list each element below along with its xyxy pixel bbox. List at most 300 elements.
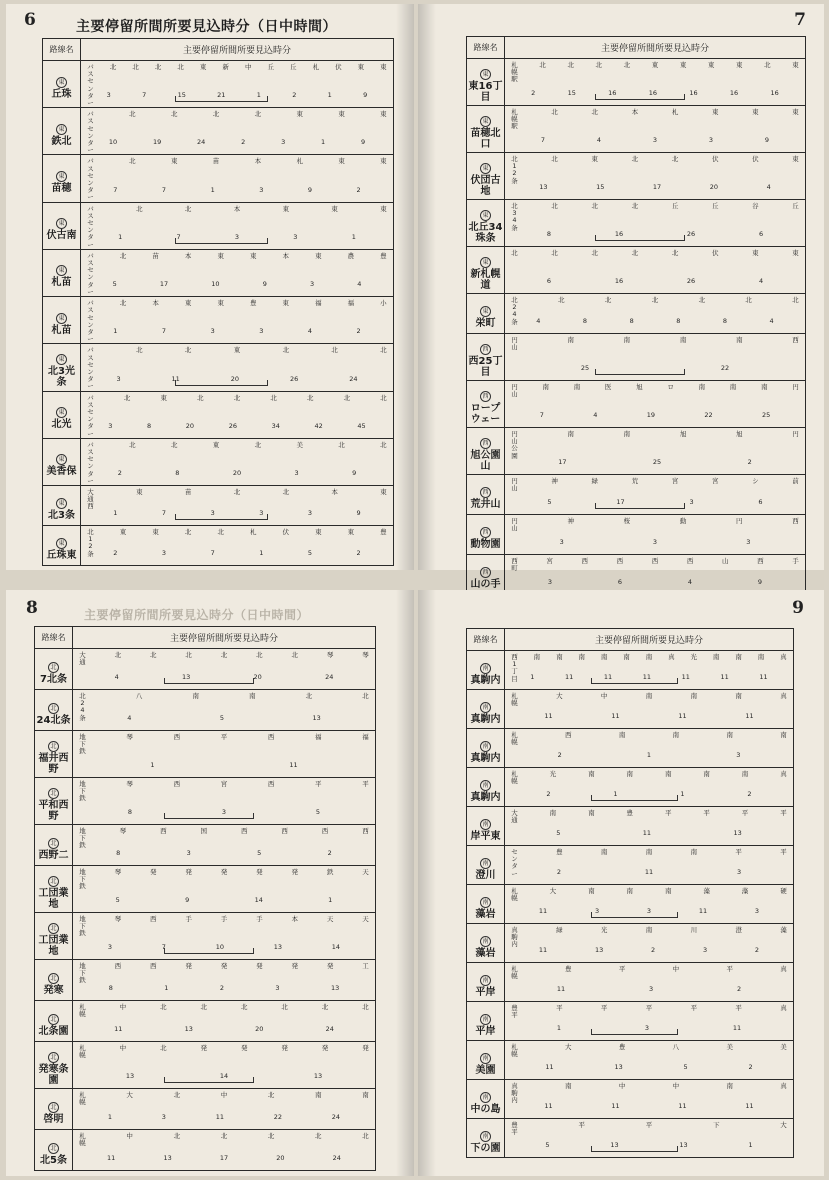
stop-name: 東 (119, 527, 127, 536)
route-name: 荒井山 (470, 499, 501, 510)
stop-name: 南 (556, 653, 563, 661)
stop-name: 真 (780, 653, 787, 661)
stop-list (81, 155, 393, 201)
stop-name: 南 (600, 653, 608, 661)
route-badge: 北 (48, 1102, 59, 1113)
stop-name: 北 (212, 110, 220, 119)
stop-name: 真 (780, 692, 787, 700)
route-stops-cell (505, 555, 806, 595)
minutes-value: 15 (177, 91, 186, 100)
minutes-row (91, 138, 383, 146)
minutes-value: 24 (349, 374, 358, 383)
stop-name: 北 (170, 440, 178, 449)
table-row (43, 249, 394, 296)
minutes-value: 1 (530, 673, 535, 681)
stop-name: 中 (618, 1082, 626, 1090)
minutes-value: 1 (107, 1113, 113, 1121)
stop-name: 発 (291, 868, 298, 876)
stop-name: 西1丁目 (511, 653, 518, 683)
stop-name: 北 (315, 1132, 322, 1140)
minutes-value: 3 (210, 327, 215, 336)
stop-name: 南 (735, 692, 742, 700)
route-badge: 南 (480, 780, 491, 791)
minutes-value: 11 (611, 712, 620, 720)
minutes-value: 2 (531, 89, 536, 97)
stop-name: 南 (645, 692, 653, 700)
stop-name: 札幌駅 (511, 108, 518, 131)
route-cell (467, 924, 505, 963)
stop-list (505, 106, 805, 131)
minutes-value: 1 (321, 138, 326, 147)
minutes-value: 16 (689, 89, 698, 97)
stop-name: 北 (764, 61, 771, 69)
minutes-row (515, 1063, 783, 1071)
stop-name: 北 (331, 346, 338, 355)
minutes-value: 11 (215, 1113, 224, 1121)
stop-list (505, 807, 793, 824)
branch-bracket (591, 1146, 677, 1152)
minutes-value: 3 (594, 907, 600, 915)
stop-name: 東 (380, 63, 387, 71)
stop-name: 北 (129, 440, 136, 449)
stop-name: 東 (736, 61, 743, 69)
stop-name: 北 (551, 155, 558, 163)
stop-name: 北 (233, 393, 241, 402)
route-cell (35, 649, 73, 690)
stop-list (505, 247, 805, 257)
table-row (467, 475, 806, 515)
minutes-value: 42 (314, 421, 323, 430)
stop-name: バスセンター (87, 346, 94, 391)
stop-name: 北 (362, 1003, 369, 1011)
minutes-value: 7 (161, 327, 167, 336)
route-stops-cell (505, 106, 806, 153)
minutes-value: 3 (234, 232, 240, 241)
route-cell (467, 768, 505, 807)
minutes-value: 11 (698, 907, 708, 915)
stop-name: 北 (267, 1091, 275, 1099)
stop-name: 南 (645, 653, 653, 661)
table-row (35, 778, 376, 825)
minutes-value: 11 (642, 829, 652, 837)
route-badge: 南 (480, 1014, 491, 1025)
stop-name: 平 (741, 809, 749, 817)
stop-list (505, 1119, 793, 1136)
route-cell (43, 202, 81, 249)
table-row (43, 61, 394, 108)
route-stops-cell (73, 690, 376, 731)
minutes-value: 3 (736, 868, 742, 876)
route-cell (467, 555, 505, 595)
stop-name: バスセンター (87, 251, 94, 296)
stop-name: 旭 (636, 383, 643, 391)
minutes-value: 13 (733, 829, 742, 837)
header-route: 路線名 (35, 627, 73, 649)
stop-name: 北 (173, 1132, 181, 1140)
table-row (43, 485, 394, 525)
stop-name: 北 (745, 296, 752, 304)
route-name: 北光 (51, 419, 72, 431)
route-badge: 北 (48, 923, 59, 934)
table-row (467, 1080, 794, 1119)
stop-name: 北 (160, 1044, 167, 1052)
stop-name: 北 (170, 110, 178, 119)
stop-name: 北 (380, 440, 387, 449)
stop-name: 美 (296, 440, 303, 449)
stop-name: 西町 (511, 557, 518, 573)
stop-name: 北 (307, 393, 314, 402)
route-badge: 東 (480, 257, 491, 268)
stop-name: 札幌 (79, 1091, 86, 1107)
route-cell (43, 391, 81, 438)
table-row (467, 924, 794, 963)
minutes-value: 3 (294, 468, 299, 477)
stop-name: 南 (780, 731, 787, 739)
stop-name: 真 (668, 653, 675, 661)
stop-name: 小 (380, 299, 387, 308)
route-name: 西野二 (38, 849, 69, 861)
stop-name: 真 (780, 1004, 787, 1012)
route-name: 工団業地 (38, 935, 69, 957)
table-row (43, 202, 394, 249)
minutes-value: 11 (114, 1025, 123, 1033)
minutes-row (83, 984, 365, 992)
stop-name: 平 (726, 965, 733, 973)
stop-list (81, 439, 393, 485)
minutes-row (515, 751, 783, 759)
route-cell (467, 1080, 505, 1119)
stop-name: 円山公園 (511, 430, 518, 460)
minutes-value: 26 (686, 230, 696, 238)
minutes-value: 22 (704, 411, 713, 419)
stop-name: バスセンター (87, 157, 94, 202)
minutes-value: 3 (559, 538, 564, 546)
minutes-value: 3 (210, 508, 215, 517)
minutes-value: 3 (106, 91, 111, 100)
minutes-value: 1 (327, 91, 332, 100)
stop-name: 西 (321, 827, 329, 835)
minutes-value: 8 (546, 230, 552, 238)
stop-name: 円山 (511, 336, 518, 352)
stop-name: 発 (150, 868, 157, 876)
branch-bracket (175, 96, 269, 102)
stop-name: 北 (254, 110, 262, 119)
route-cell (467, 846, 505, 885)
route-badge: 北 (48, 1143, 59, 1154)
minutes-value: 1 (351, 232, 356, 241)
route-badge: 南 (480, 936, 491, 947)
stop-name: 円山 (511, 477, 518, 493)
minutes-value: 20 (709, 183, 719, 191)
timetable (466, 628, 794, 1158)
stop-name: 東 (282, 204, 290, 213)
minutes-value: 24 (332, 1154, 341, 1162)
stop-name: 北 (184, 204, 192, 213)
minutes-value: 20 (230, 374, 240, 383)
timetable (466, 36, 806, 595)
stop-name: 本 (254, 157, 262, 166)
stop-list (505, 200, 805, 232)
stop-list (505, 1002, 793, 1019)
stop-name: 北 (338, 440, 345, 449)
minutes-value: 17 (616, 498, 625, 506)
route-stops-cell (505, 59, 806, 106)
stop-name: 地下鉄 (79, 827, 86, 850)
minutes-value: 5 (257, 849, 262, 857)
stop-name: 西 (581, 557, 588, 565)
route-stops-cell (81, 61, 394, 108)
minutes-row (515, 136, 795, 144)
route-stops-cell (505, 428, 806, 475)
stop-name: 東 (212, 440, 220, 449)
stop-name: 東 (217, 251, 224, 260)
branch-bracket (595, 94, 685, 100)
stop-name: 札幌 (79, 1044, 86, 1060)
table-row (467, 428, 806, 475)
stop-name: 北 (233, 487, 241, 496)
stop-name: 北 (591, 202, 599, 210)
stop-name: 平 (780, 809, 787, 817)
minutes-value: 8 (116, 849, 121, 857)
stop-name: 北 (200, 1003, 208, 1011)
stop-name: 豊 (249, 299, 257, 308)
stop-name: 平 (362, 780, 369, 788)
minutes-value: 8 (722, 317, 728, 325)
stop-name: 南 (362, 1091, 369, 1099)
stop-name: 平 (664, 809, 672, 817)
stop-name: 発 (220, 962, 228, 970)
stop-name: 発 (321, 1044, 329, 1052)
minutes-value: 2 (747, 790, 752, 798)
stop-name: 大通 (79, 651, 86, 667)
stop-list (505, 515, 805, 532)
route-badge: 北 (48, 973, 59, 984)
minutes-value: 3 (736, 751, 741, 759)
route-name: 中の島 (470, 1103, 501, 1115)
branch-bracket (591, 678, 677, 684)
stop-name: 北 (154, 63, 162, 71)
stop-name: 発 (291, 962, 298, 970)
minutes-value: 14 (254, 896, 263, 904)
stop-name: 北 (558, 296, 565, 304)
minutes-row (515, 317, 795, 325)
table-row (35, 731, 376, 778)
stop-name: 札幌 (79, 1003, 86, 1019)
stop-name: 北 (217, 527, 224, 536)
minutes-value: 11 (644, 868, 654, 876)
route-badge: 南 (480, 858, 491, 869)
minutes-value: 13 (182, 673, 191, 681)
stop-list (73, 1089, 375, 1106)
minutes-value: 7 (113, 185, 118, 194)
stop-name: 本 (331, 487, 338, 496)
table-row (467, 846, 794, 885)
route-cell (35, 778, 73, 825)
stop-name: 真 (780, 770, 787, 778)
minutes-value: 10 (215, 943, 224, 951)
header-body: 主要停留所間所要見込時分 (81, 39, 394, 61)
minutes-row (91, 549, 383, 557)
stop-name: 発 (240, 1044, 248, 1052)
route-stops-cell (81, 202, 394, 249)
minutes-value: 2 (747, 458, 752, 466)
route-badge: 西 (480, 567, 491, 578)
stop-name: 西 (616, 557, 624, 565)
stop-name: 真 (780, 1082, 787, 1090)
stop-name: 南 (533, 653, 541, 661)
table-row (467, 729, 794, 768)
route-badge: 東 (480, 163, 491, 174)
stop-name: 東 (338, 110, 345, 119)
stop-name: 北 (631, 249, 639, 257)
route-name: 岸平東 (470, 830, 501, 842)
minutes-value: 3 (293, 232, 298, 241)
minutes-row (515, 277, 795, 285)
minutes-value: 8 (175, 468, 180, 477)
minutes-value: 9 (356, 508, 361, 517)
route-cell (467, 106, 505, 153)
minutes-value: 3 (547, 578, 553, 586)
route-cell (43, 438, 81, 485)
stop-name: 北 (551, 249, 558, 257)
route-stops-cell (505, 200, 806, 247)
stop-name: 工 (362, 962, 369, 970)
stop-name: 西 (267, 780, 275, 788)
stop-list (505, 59, 805, 84)
route-stops-cell (73, 778, 376, 825)
minutes-value: 17 (219, 1154, 229, 1162)
minutes-value: 3 (754, 907, 760, 915)
minutes-value: 6 (758, 230, 764, 238)
route-stops-cell (505, 1041, 794, 1080)
stop-name: 北12条 (87, 527, 94, 558)
route-name: 藻岩 (475, 908, 496, 920)
minutes-value: 3 (186, 849, 191, 857)
stop-name: 北 (631, 202, 639, 210)
stop-list (505, 1080, 793, 1105)
stop-name: 中 (600, 692, 608, 700)
minutes-value: 5 (556, 829, 561, 837)
minutes-value: 24 (331, 1113, 341, 1121)
stop-name: 福 (347, 299, 355, 308)
minutes-value: 9 (363, 91, 368, 100)
route-cell (467, 651, 505, 690)
minutes-value: 24 (197, 138, 206, 147)
stop-list (73, 778, 375, 803)
minutes-value: 9 (262, 280, 267, 289)
stop-name: 南 (729, 383, 737, 391)
stop-name: 東 (792, 249, 799, 257)
stop-name: 南 (690, 848, 698, 856)
minutes-row (515, 411, 795, 419)
minutes-value: 20 (255, 1025, 264, 1033)
route-cell (467, 1002, 505, 1041)
route-name: 東16丁目 (468, 81, 503, 103)
minutes-row (91, 280, 383, 288)
stop-name: 光 (690, 653, 697, 661)
route-name: 下の園 (470, 1142, 501, 1154)
minutes-value: 4 (758, 277, 764, 285)
route-badge: 東 (56, 354, 67, 365)
stop-name: 南 (626, 770, 634, 778)
route-badge: 東 (56, 265, 67, 276)
stop-name: バスセンター (87, 110, 94, 155)
stop-name: 平 (600, 1004, 608, 1012)
minutes-value: 5 (683, 1063, 688, 1071)
route-stops-cell (81, 344, 394, 391)
stop-name: 北 (184, 346, 192, 355)
stop-name: 本 (282, 251, 290, 260)
minutes-row (515, 829, 783, 837)
minutes-value: 5 (112, 280, 117, 289)
stop-name: 札幌 (511, 1043, 518, 1059)
minutes-value: 2 (557, 751, 562, 759)
stop-name: 苗 (152, 251, 159, 260)
route-cell (35, 1001, 73, 1042)
minutes-value: 3 (309, 280, 315, 289)
minutes-row (83, 761, 365, 769)
route-badge: 南 (480, 819, 491, 830)
minutes-value: 8 (629, 317, 634, 325)
stop-name: 東 (792, 155, 799, 163)
minutes-value: 11 (681, 673, 690, 681)
route-name: 24北条 (36, 714, 71, 726)
stop-name: 北 (256, 651, 263, 659)
minutes-value: 2 (754, 946, 760, 954)
route-badge: 西 (480, 344, 491, 355)
page-number: 8 (26, 598, 38, 618)
stop-name: 東 (184, 299, 192, 308)
stop-name: 本 (291, 915, 298, 923)
stop-name: 円山 (511, 383, 518, 399)
stop-name: 北 (220, 1132, 228, 1140)
stop-list (81, 297, 393, 343)
stop-list (81, 486, 393, 511)
stop-name: 豊 (380, 527, 387, 536)
stop-name: 南 (588, 770, 595, 778)
minutes-value: 10 (211, 280, 220, 289)
stop-name: 北 (305, 692, 313, 700)
route-name: 発寒 (43, 984, 64, 996)
minutes-value: 2 (651, 946, 656, 954)
stop-name: 南 (626, 887, 634, 895)
stop-name: 南 (645, 926, 653, 934)
minutes-value: 19 (646, 411, 655, 419)
minutes-value: 1 (113, 508, 118, 517)
route-name: 丘珠 (51, 88, 72, 100)
minutes-value: 4 (596, 136, 602, 144)
header-body: 主要停留所間所要見込時分 (505, 37, 806, 59)
route-stops-cell (73, 913, 376, 960)
route-badge: 東 (56, 218, 67, 229)
route-stops-cell (505, 729, 794, 768)
stop-name: 東 (380, 157, 387, 166)
header-body: 主要停留所間所要見込時分 (73, 627, 376, 649)
stop-name: 地下鉄 (79, 868, 86, 891)
stop-name: 地下鉄 (79, 962, 86, 985)
stop-name: 丘 (267, 63, 274, 71)
branch-bracket (164, 678, 255, 684)
stop-name: 東 (591, 155, 599, 163)
route-cell (467, 247, 505, 294)
route-stops-cell (73, 866, 376, 913)
stop-list (505, 885, 793, 902)
route-stops-cell (73, 1130, 376, 1171)
route-cell (467, 729, 505, 768)
minutes-value: 1 (150, 761, 155, 769)
stop-name: 北 (220, 651, 228, 659)
stop-name: 琴 (119, 827, 127, 835)
